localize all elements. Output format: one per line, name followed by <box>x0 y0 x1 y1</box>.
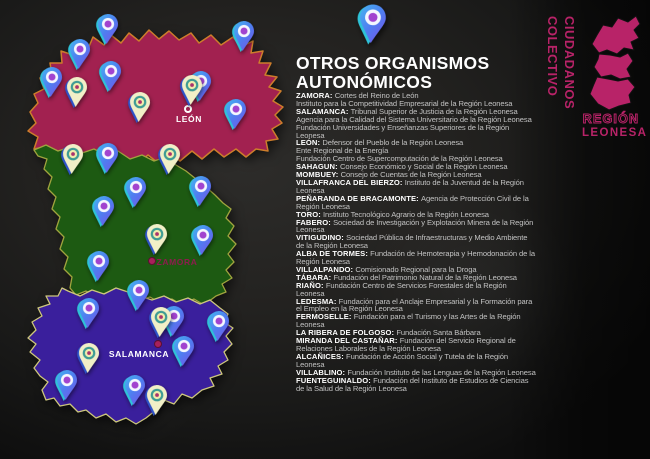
org-entity-name: Fundación del Servicio Regional de Relaciones Laborales de la Región Leonesa <box>296 336 516 353</box>
org-list-entry <box>296 179 537 195</box>
org-entity-name: Fundación para el Anclaje Empresarial y la Formación para el Empleo en la Región Leonesa <box>296 296 533 314</box>
org-place-name: RIAÑO: <box>296 280 326 290</box>
map-pin-blue-icon <box>205 309 231 345</box>
map-pin-blue-icon <box>38 65 64 101</box>
map-pin-yellow-icon <box>143 222 169 258</box>
map-pin-yellow-icon <box>178 73 204 109</box>
page-title <box>296 54 489 92</box>
org-place-name: FERMOSELLE: <box>296 312 354 322</box>
map-pin-blue-icon <box>85 249 111 285</box>
city-label-leon: LEÓN <box>175 114 203 124</box>
org-place-name: VILLALPANDO: <box>296 264 356 274</box>
org-place-name: TORO: <box>296 209 324 219</box>
org-entity-name: Fundación del Patrimonio Natural de la Región Leonesa <box>333 272 517 282</box>
org-place-name: PEÑARANDA DE BRACAMONTE: <box>296 193 421 203</box>
org-place-name: FUENTEGUINALDO: <box>296 375 374 385</box>
org-entity-name: Instituto Tecnológico Agrario de la Región Leonesa <box>323 209 489 219</box>
map-pin-blue-icon <box>97 59 123 95</box>
map-pin-blue-icon <box>90 194 116 230</box>
org-list-entry <box>296 313 537 329</box>
city-marker-salamanca <box>154 340 162 348</box>
org-entity-name: Fundación Instituto de las Lenguas de la Región Leonesa <box>347 367 536 377</box>
logo-region-label: REGIÓN <box>582 112 640 126</box>
org-entity-name: Fundación del Instituto de Estudios de Ciencias de la Salud de la Región Leonesa <box>296 375 529 393</box>
map-pin-yellow-icon <box>126 90 152 126</box>
org-entity-name: Consejo Económico y Social de la Región Leonesa <box>339 162 508 172</box>
org-entity-name: Fundación Centro de Supercomputación de la Región Leonesa <box>296 154 503 164</box>
logo-leonesa-label: LEONESA <box>582 127 648 139</box>
page-title-line2: AUTONÓMICOS <box>296 72 433 92</box>
org-list-entry <box>296 353 537 369</box>
map-pin-yellow-icon <box>147 305 173 341</box>
org-place-name: VITIGUDINO: <box>296 233 347 243</box>
org-place-name: LEDESMA: <box>296 296 339 306</box>
org-list <box>296 92 537 392</box>
logo-region-silhouette-icon <box>583 13 645 111</box>
org-entity-name: Agencia de Protección Civil de la Región Leonesa <box>296 193 529 211</box>
city-marker-zamora <box>148 257 156 265</box>
org-place-name: ALCAÑICES: <box>296 351 347 361</box>
org-entity-name: Instituto para la Competitividad Empresarial de la Región Leonesa <box>296 98 513 108</box>
org-entity-name: Consejo de Cuentas de la Región Leonesa <box>340 170 482 180</box>
org-list-entry <box>296 377 537 393</box>
org-entity-name: Sociedad de Investigación y Explotación Minera de la Región Leonesa <box>296 217 534 235</box>
org-list-entry <box>296 219 537 235</box>
org-entity-name: Sociedad Pública de Infraestructuras y Medio Ambiente de la Región Leonesa <box>296 233 528 251</box>
org-place-name: LEÓN: <box>296 138 323 148</box>
map-pin-blue-icon <box>170 334 196 370</box>
org-place-name: ZAMORA: <box>296 91 335 100</box>
map-pin-blue-icon <box>222 97 248 133</box>
logo-vertical-text-ciudadanos: CIUDADANOS <box>562 16 577 110</box>
org-place-name: VILLAFRANCA DEL BIERZO: <box>296 177 405 187</box>
city-label-salamanca: SALAMANCA <box>108 349 170 359</box>
org-entity-name: Ente Regional de la Energía <box>296 146 389 156</box>
org-entity-name: Defensor del Pueblo de la Región Leonesa <box>322 138 464 148</box>
page-title-line1: OTROS ORGANISMOS <box>296 53 490 73</box>
org-place-name: FABERO: <box>296 217 334 227</box>
org-list-entry <box>296 234 537 250</box>
org-place-name: MIRANDA DEL CASTAÑAR: <box>296 336 400 346</box>
map-pin-blue-icon <box>230 19 256 55</box>
org-entity-name: Fundación para el Turismo y las Artes de la Región Leonesa <box>296 312 521 330</box>
org-entity-name: Cortes del Reino de León <box>334 91 419 100</box>
org-place-name: LA RIBERA DE FOLGOSO: <box>296 328 397 338</box>
org-entity-name: Agencia para la Calidad del Sistema Universitario de la Región Leonesa <box>296 114 532 124</box>
org-list-entry <box>296 282 537 298</box>
city-label-zamora: ZAMORA <box>156 257 198 267</box>
map-pin-blue-icon <box>125 278 151 314</box>
org-entity-name: Fundación Universidades y Enseñanzas Superiores de la Región Leonesa <box>296 122 510 140</box>
map-pin-yellow-icon <box>59 142 85 178</box>
map-pin-yellow-icon <box>156 142 182 178</box>
map-pin-blue-icon <box>66 37 92 73</box>
map-pin-blue-icon <box>53 368 79 404</box>
org-list-entry <box>296 195 537 211</box>
map-pin-yellow-icon <box>143 383 169 419</box>
org-entity-name: Tribunal Superior de Justicia de la Región Leonesa <box>350 106 518 116</box>
logo-vertical-text-colectivo: COLECTIVO <box>545 16 560 97</box>
org-entity-name: Comisionado Regional para la Droga <box>355 264 477 274</box>
org-list-entry <box>296 124 537 140</box>
org-entity-name: Instituto de la Juventud de la Región Leonesa <box>296 177 524 195</box>
org-place-name: VILLABLINO: <box>296 367 348 377</box>
org-list-entry <box>296 337 537 353</box>
org-place-name: ALBA DE TORMES: <box>296 249 371 259</box>
org-entity-name: Fundación de Acción Social y Tutela de la Región Leonesa <box>296 351 508 369</box>
map-pin-blue-icon <box>94 141 120 177</box>
hero-pin-icon <box>354 2 389 49</box>
map-pin-blue-icon <box>122 175 148 211</box>
org-place-name: TÁBARA: <box>296 272 334 282</box>
map-pin-yellow-icon <box>63 75 89 111</box>
org-place-name: SALAMANCA: <box>296 106 351 116</box>
map-pin-blue-icon <box>187 174 213 210</box>
org-entity-name: Fundación Santa Bárbara <box>396 328 481 338</box>
org-place-name: SAHAGUN: <box>296 162 340 172</box>
org-list-entry <box>296 250 537 266</box>
org-list-entry <box>296 298 537 314</box>
map-pin-blue-icon <box>94 12 120 48</box>
map-pin-blue-icon <box>75 296 101 332</box>
org-place-name: MOMBUEY: <box>296 170 341 180</box>
org-entity-name: Fundación de Hemoterapia y Hemodonación de la Región Leonesa <box>296 249 535 267</box>
map-pin-blue-icon <box>189 223 215 259</box>
org-entity-name: Fundación Centro de Servicios Forestales de la Región Leonesa <box>296 280 507 298</box>
